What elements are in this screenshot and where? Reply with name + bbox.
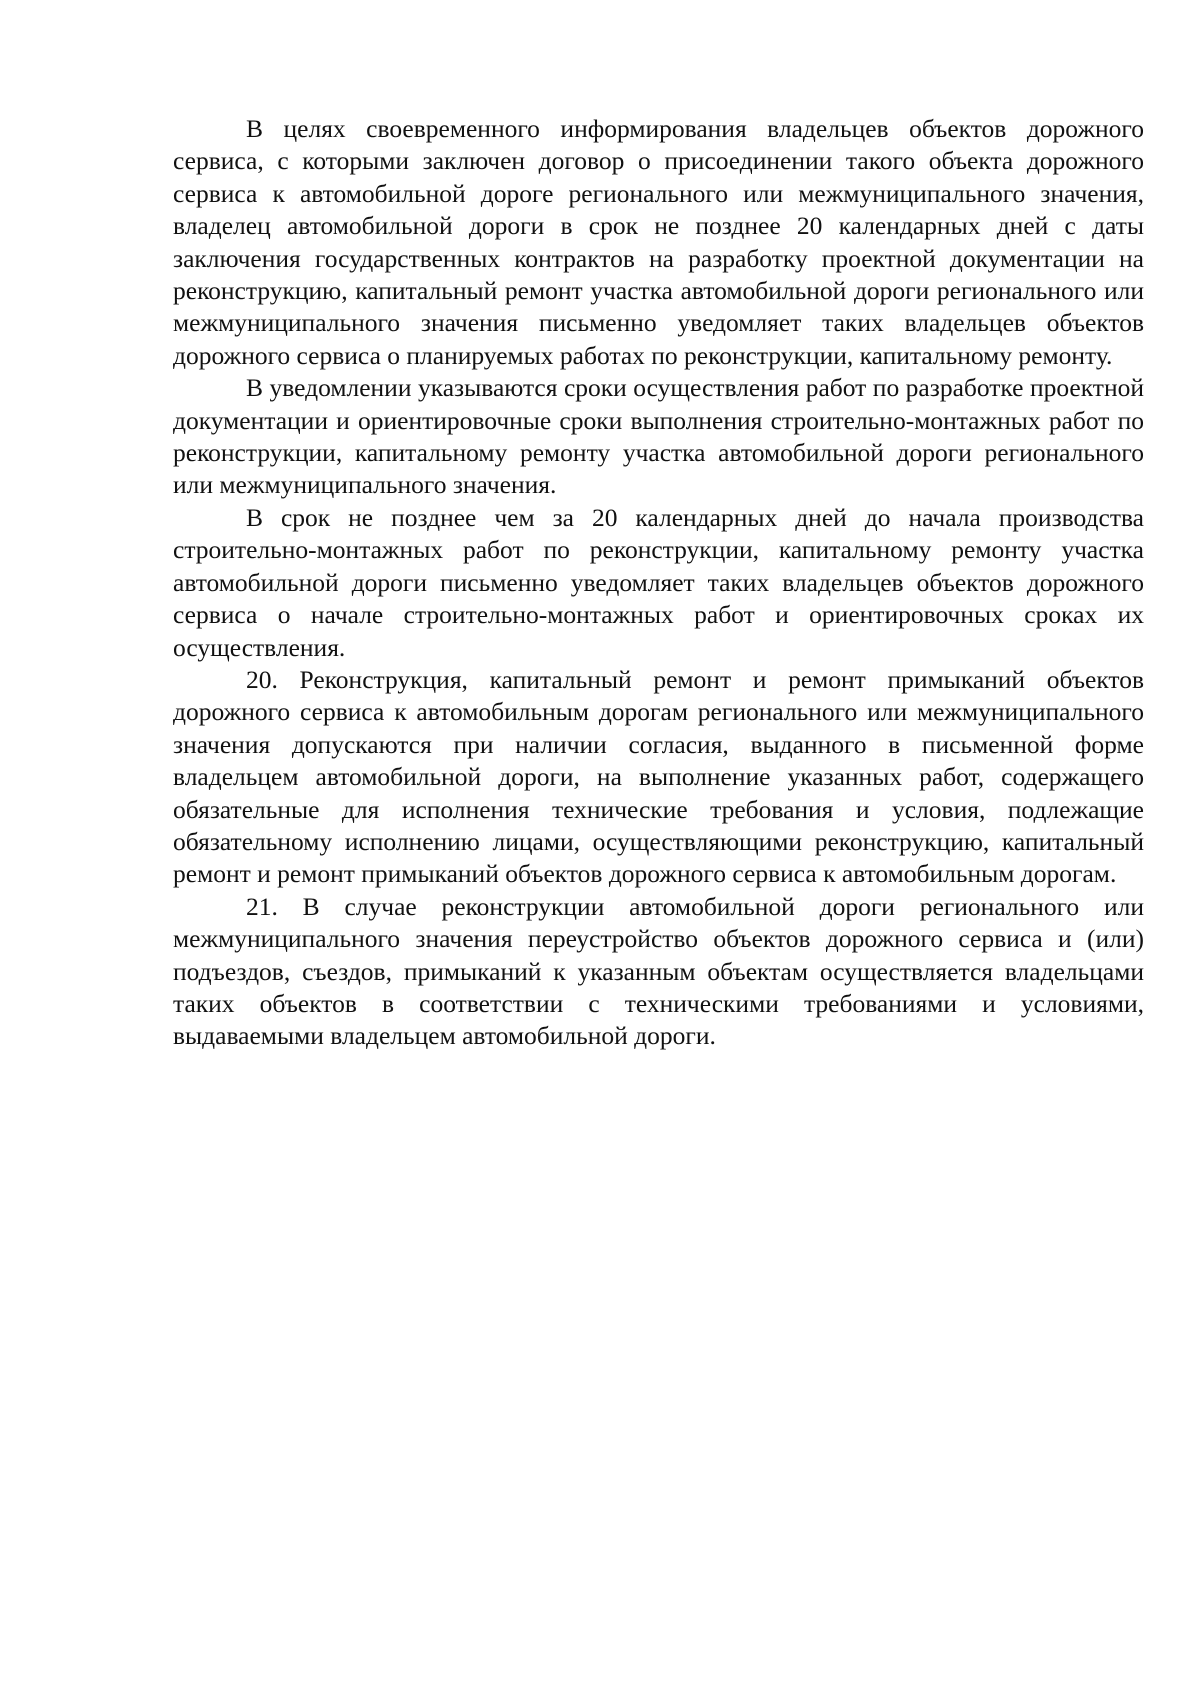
document-body xyxy=(173,113,1144,1053)
paragraph-notification-contents: В уведомлении указываются сроки осуществления работ по разработке проектной документации и ориентировочные сроки выполнения строительно-монтажных работ по реконструкции, капитальному ремонту участка автомобильной дороги регионального или межмуниципального значения. xyxy=(173,373,1144,500)
paragraph-clause-21: 21. В случае реконструкции автомобильной дороги регионального или межмуниципального значения переустройство объектов дорожного сервиса и (или) подъездов, съездов, примыканий к указанным объектам осуществляется владельцами таких объектов в соответствии с техническими требованиями и условиями, выдаваемыми владельцем автомобильной дороги. xyxy=(173,891,1144,1051)
paragraph-notification-purpose: В целях своевременного информирования владельцев объектов дорожного сервиса, с которыми заключен договор о присоединении такого объекта дорожного сервиса к автомобильной дороге регионального или межмуниципального значения, владелец автомобильной дороги в срок не позднее 20 календарных дней с даты заключения государственных контрактов на разработку проектной документации на реконструкцию, капитальный ремонт участка автомобильной дороги регионального или межмуниципального значения письменно уведомляет таких владельцев объектов дорожного сервиса о планируемых работах по реконструкции, капитальному ремонту. xyxy=(173,114,1144,370)
paragraph-notification-deadline: В срок не позднее чем за 20 календарных дней до начала производства строительно-монтажных работ по реконструкции, капитальному ремонту участка автомобильной дороги письменно уведомляет таких владельцев объектов дорожного сервиса о начале строительно-монтажных работ и ориентировочных сроках их осуществления. xyxy=(173,502,1144,662)
paragraph-clause-20: 20. Реконструкция, капитальный ремонт и ремонт примыканий объектов дорожного сервиса к автомобильным дорогам регионального или межмуниципального значения допускаются при наличии согласия, выданного в письменной форме владельцем автомобильной дороги, на выполнение указанных работ, содержащего обязательные для исполнения технические требования и условия, подлежащие обязательному исполнению лицами, осуществляющими реконструкцию, капитальный ремонт и ремонт примыканий объектов дорожного сервиса к автомобильным дорогам. xyxy=(173,664,1144,889)
